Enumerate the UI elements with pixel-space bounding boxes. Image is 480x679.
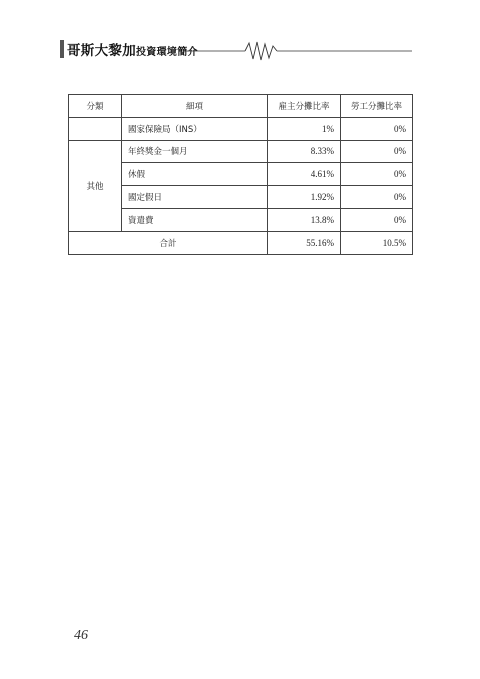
item-cell: 國家保險局（INS）	[122, 117, 268, 140]
contribution-table	[68, 94, 413, 255]
employee-rate-cell: 0%	[341, 140, 413, 163]
employer-rate-cell: 1%	[268, 117, 341, 140]
employer-rate-cell: 13.8%	[268, 208, 341, 231]
total-employee-rate: 10.5%	[341, 231, 413, 254]
table-row	[69, 140, 413, 163]
employee-rate-cell: 0%	[341, 163, 413, 186]
header-title-main: 哥斯大黎加	[67, 43, 136, 59]
header-title-sub: 投資環境簡介	[136, 47, 198, 58]
category-cell-merged: 其他	[69, 140, 122, 231]
table-total-row	[69, 231, 413, 254]
item-cell: 休假	[122, 163, 268, 186]
category-cell	[69, 117, 122, 140]
header-item: 細項	[122, 95, 268, 118]
table-header-row	[69, 95, 413, 118]
header-category: 分類	[69, 95, 122, 118]
total-employer-rate: 55.16%	[268, 231, 341, 254]
page-number: 46	[74, 628, 88, 643]
header-employer-rate: 雇主分攤比率	[268, 95, 341, 118]
employee-rate-cell: 0%	[341, 186, 413, 209]
item-cell: 國定假日	[122, 186, 268, 209]
header-employee-rate: 勞工分攤比率	[341, 95, 413, 118]
employee-rate-cell: 0%	[341, 208, 413, 231]
item-cell: 年終獎金一個月	[122, 140, 268, 163]
table-row	[69, 117, 413, 140]
employee-rate-cell: 0%	[341, 117, 413, 140]
employer-rate-cell: 1.92%	[268, 186, 341, 209]
employer-rate-cell: 4.61%	[268, 163, 341, 186]
total-label: 合計	[69, 231, 268, 254]
item-cell: 資遣費	[122, 208, 268, 231]
header-waveform-line	[60, 38, 420, 64]
employer-rate-cell: 8.33%	[268, 140, 341, 163]
page-header	[60, 38, 420, 64]
